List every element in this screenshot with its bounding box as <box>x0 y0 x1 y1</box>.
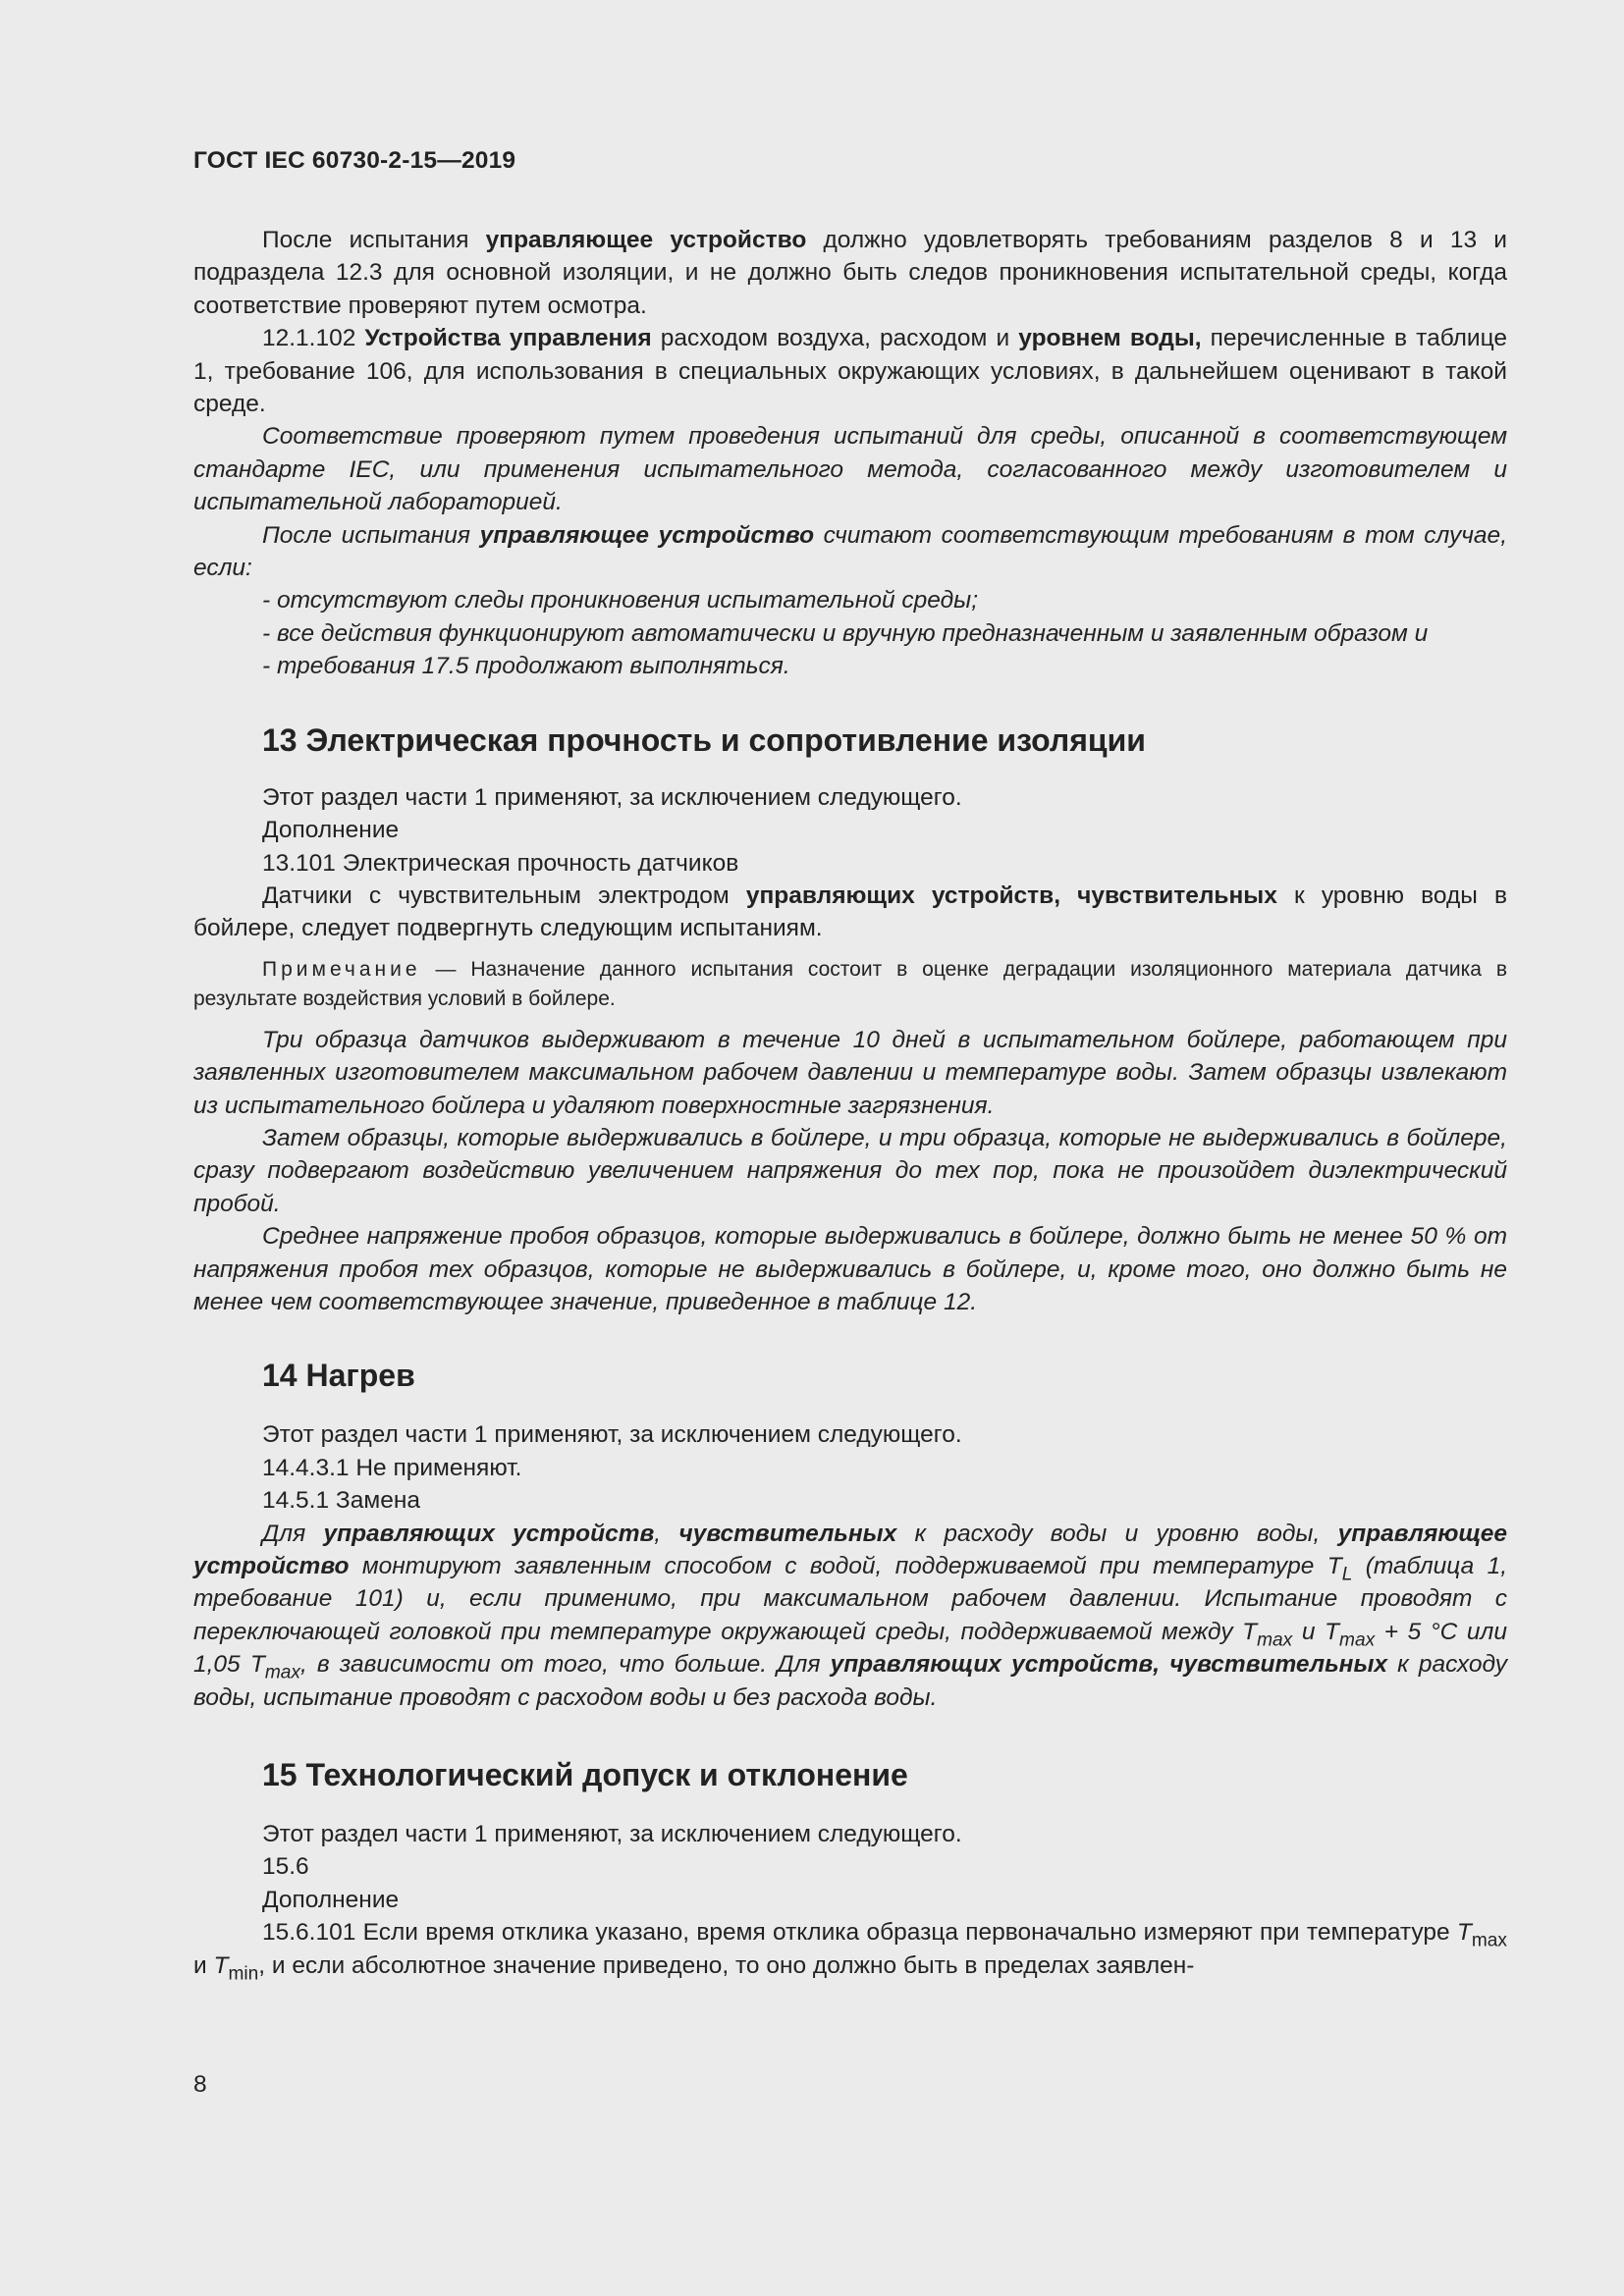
text: и T <box>1292 1618 1340 1645</box>
paragraph <box>193 1916 1507 1985</box>
paragraph <box>193 880 1507 945</box>
text: к уровню воды в бойлере, следует подвергнуть следующим испытаниям. <box>193 881 1508 942</box>
paragraph: Дополнение <box>262 1886 400 1913</box>
subscript: max <box>1471 1930 1507 1951</box>
term: управляющее устройство <box>485 227 807 253</box>
section-heading-15: 15 Технологический допуск и отклонение <box>262 1757 908 1793</box>
term: Устройства управления <box>364 325 652 352</box>
text: (таблица 1, требование 101) и, если применимо, при максимальном рабочем давлении. Испытание проводят с переключающей головкой при температуре окружающей среды, поддерживаемой между T <box>193 1553 1507 1645</box>
paragraph: 14.4.3.1 Не применяют. <box>262 1454 522 1481</box>
subscript: L <box>1341 1564 1353 1585</box>
subscript: max <box>264 1662 300 1683</box>
page-content <box>193 224 1508 1985</box>
text: считают соответствующим требованиям в том случае, если: <box>193 521 1507 582</box>
text: должно удовлетворять требованиям разделов 8 и 13 и подраздела 12.3 для основной изоляции, и не должно быть следов проникновения испытательной среды, когда соответствие проверяют путем осмотра. <box>193 227 1507 319</box>
text: к расходу воды и уровню воды, <box>896 1520 1338 1547</box>
list-item: - требования 17.5 продолжают выполняться. <box>262 653 790 680</box>
subscript: min <box>228 1963 259 1985</box>
symbol: T <box>1456 1919 1472 1947</box>
text: Для <box>262 1520 324 1547</box>
text: , <box>654 1520 679 1547</box>
paragraph: Этот раздел части 1 применяют, за исключением следующего. <box>262 1421 962 1449</box>
text: После испытания <box>262 227 486 253</box>
clause-number: 15.6 <box>262 1853 309 1881</box>
list-item: - отсутствуют следы проникновения испытательной среды; <box>262 587 979 614</box>
compliance-paragraph <box>193 519 1507 585</box>
note-text: — Назначение данного испытания состоит в оценке деградации изоляционного материала датчика в результате воздействия условий в бойлере. <box>193 957 1507 1010</box>
term: уровнем воды, <box>1018 325 1202 352</box>
text: перечисленные в таблице 1, требование 106, для использования в специальных окружающих условиях, в дальнейшем оценивают в такой среде. <box>193 325 1507 418</box>
subscript: max <box>1339 1629 1376 1651</box>
text: , и если абсолютное значение приведено, то оно должно быть в пределах заявлен- <box>258 1951 1195 1979</box>
page-number: 8 <box>193 2071 207 2098</box>
text: 15.6.101 Если время отклика указано, время отклика образца первоначально измеряют при температуре <box>262 1919 1457 1947</box>
list-item: - все действия функционируют автоматически и вручную предназначенным и заявленным образом и <box>262 619 1429 647</box>
test-paragraph: Среднее напряжение пробоя образцов, которые выдерживались в бойлере, должно быть не менее 50 % от напряжения пробоя тех образцов, которые не выдерживались в бойлере, и, кроме того, оно должно быть не менее чем соответствующее значение, приведенное в таблице 12. <box>193 1223 1507 1315</box>
text: Датчики с чувствительным электродом <box>262 881 746 909</box>
paragraph: Этот раздел части 1 применяют, за исключением следующего. <box>262 783 962 811</box>
text: расходом воздуха, расходом и <box>651 325 1019 352</box>
note <box>193 955 1507 1014</box>
term: чувствительных <box>678 1520 897 1547</box>
text: После испытания <box>262 521 480 549</box>
subscript: max <box>1257 1629 1293 1651</box>
section-heading-13: 13 Электрическая прочность и сопротивление изоляции <box>262 721 1146 758</box>
text: к расходу воды, испытание проводят с расходом воды и без расхода воды. <box>193 1651 1507 1711</box>
test-paragraph <box>193 1518 1507 1714</box>
test-paragraph: Затем образцы, которые выдерживались в бойлере, и три образца, которые не выдерживались в бойлере, сразу подвергают воздействию увеличением напряжения до тех пор, пока не произойдет диэлектрический пробой. <box>193 1124 1507 1217</box>
note-label: Примечание <box>262 957 421 981</box>
term: управляющих устройств, чувствительных <box>830 1651 1387 1679</box>
section-heading-14: 14 Нагрев <box>262 1358 415 1394</box>
paragraph <box>193 322 1507 420</box>
text: и <box>193 1951 214 1979</box>
text: монтируют заявленным способом с водой, поддерживаемой при температуре T <box>349 1553 1342 1579</box>
compliance-paragraph: Соответствие проверяют путем проведения испытаний для среды, описанной в соответствующем стандарте IEC, или применения испытательного метода, согласованного между изготовителем и испытательной лабораторией. <box>193 423 1507 516</box>
test-paragraph: Три образца датчиков выдерживают в течение 10 дней в испытательном бойлере, работающем при заявленных изготовителем максимальном рабочем давлении и температуре воды. Затем образцы извлекают из испытательного бойлера и удаляют поверхностные загрязнения. <box>193 1026 1507 1119</box>
text: , в зависимости от того, что больше. Для <box>299 1651 831 1679</box>
term: управляющее устройство <box>479 521 815 549</box>
term: управляющих устройств, чувствительных <box>745 881 1277 909</box>
text: + 5 °C или 1,05 T <box>193 1618 1507 1679</box>
paragraph <box>193 224 1507 322</box>
clause-title: 14.5.1 Замена <box>262 1487 420 1515</box>
symbol: T <box>213 1951 229 1979</box>
standard-header: ГОСТ IEC 60730-2-15—2019 <box>193 147 516 174</box>
paragraph: Дополнение <box>262 817 400 844</box>
paragraph: Этот раздел части 1 применяют, за исключением следующего. <box>262 1821 962 1848</box>
clause-number: 12.1.102 <box>262 325 365 352</box>
term: управляющее устройство <box>193 1520 1507 1579</box>
term: управляющих устройств <box>323 1520 655 1547</box>
clause-title: 13.101 Электрическая прочность датчиков <box>262 849 739 877</box>
